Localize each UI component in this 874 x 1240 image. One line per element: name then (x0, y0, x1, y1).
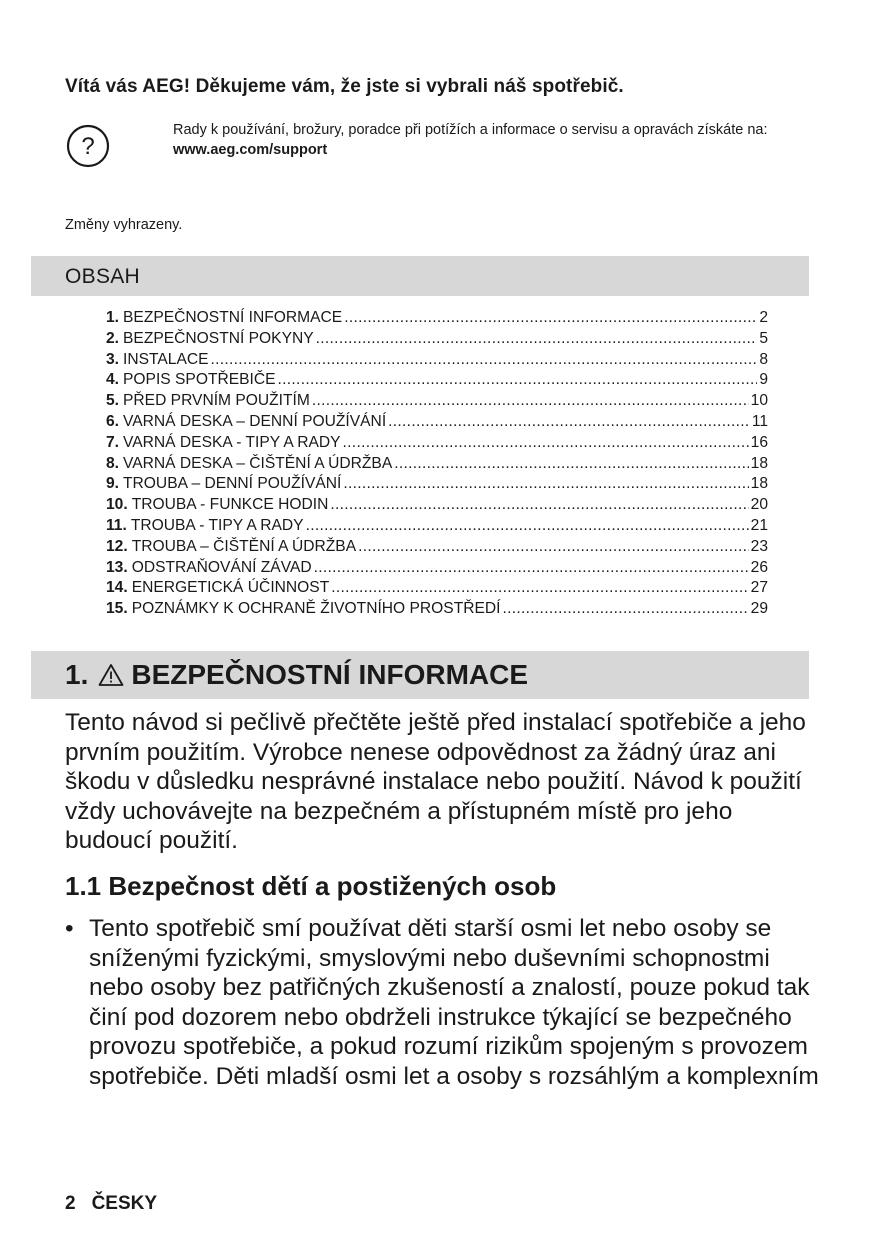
section-title (65, 659, 528, 691)
page-number: 2 (65, 1193, 76, 1214)
toc-heading: OBSAH (65, 265, 141, 288)
section-intro-paragraph: Tento návod si pečlivě přečtěte ještě před instalací spotřebiče a jeho prvním použitím. Výrobce nenese odpovědnost za žádný úraz ani škodu v důsledku nesprávné instalace nebo použití. Návod k použití vždy uchovávejte na bezpečném a přístupném místě pro jeho budoucí použití. (65, 709, 806, 854)
toc-item-number: 9. (106, 475, 120, 493)
toc-item-page: 9 (759, 371, 768, 389)
toc-item-number: 1. (106, 309, 120, 326)
toc-item-title: TROUBA - FUNKCE HODIN (131, 496, 329, 514)
toc-leader-dots (211, 350, 758, 371)
toc-leader-dots (503, 599, 749, 620)
toc-item-number: 3. (106, 350, 120, 368)
toc-item-number: 15. (106, 600, 128, 618)
toc-item-title: VARNÁ DESKA – ČIŠTĚNÍ A ÚDRŽBA (123, 454, 393, 472)
toc-leader-dots (388, 412, 750, 433)
toc-header-bar (31, 256, 809, 296)
toc-item-page: 26 (750, 558, 768, 576)
toc-item-title: VARNÁ DESKA – DENNÍ POUŽÍVÁNÍ (123, 412, 387, 430)
toc-item-page: 20 (750, 496, 768, 514)
toc-item-page: 21 (750, 516, 768, 534)
warning-triangle-icon (98, 663, 124, 687)
toc-item-page: 18 (750, 475, 768, 493)
toc-leader-dots (314, 558, 749, 579)
toc-item-page: 27 (750, 579, 768, 597)
toc-item-number: 8. (106, 454, 120, 472)
toc-item[interactable] (106, 474, 768, 495)
toc-leader-dots (316, 329, 758, 350)
toc-item-title: BEZPEČNOSTNÍ POKYNY (123, 329, 314, 347)
toc-item-page: 5 (759, 329, 768, 347)
toc-item-number: 12. (106, 537, 128, 555)
toc-item-title: POZNÁMKY K OCHRANĚ ŽIVOTNÍHO PROSTŘEDÍ (131, 600, 501, 618)
toc-item-number: 10. (106, 496, 128, 514)
toc-item[interactable] (106, 350, 768, 371)
toc-item[interactable] (106, 516, 768, 537)
table-of-contents (106, 308, 768, 620)
toc-item-page: 11 (751, 412, 768, 430)
toc-item-number: 6. (106, 412, 120, 430)
toc-item[interactable] (106, 558, 768, 579)
bullet-text: Tento spotřebič smí používat děti starší osmi let nebo osoby se sníženými fyzickými, smyslovými nebo duševními schopnostmi nebo osoby bez patřičných zkušeností a znalostí, pouze pokud tak činí pod dozorem nebo obdrželi instrukce týkající se bezpečného provozu spotřebiče, a pokud rozumí rizikům spojeným s provozem spotřebiče. Děti mladší osmi let a osoby s rozsáhlým a komplexním (89, 915, 819, 1090)
toc-leader-dots (394, 454, 748, 475)
support-url-link[interactable]: www.aeg.com/support (173, 141, 328, 158)
toc-item-page: 18 (750, 454, 768, 472)
toc-leader-dots (312, 391, 749, 412)
toc-item[interactable] (106, 454, 768, 475)
bullet-list-item (65, 914, 825, 1091)
changes-note: Změny vyhrazeny. (65, 217, 183, 233)
toc-item-page: 2 (759, 309, 768, 326)
toc-leader-dots (343, 433, 749, 454)
toc-item-title: ENERGETICKÁ ÚČINNOST (131, 579, 330, 597)
toc-item[interactable] (106, 412, 768, 433)
toc-item-page: 8 (759, 350, 768, 368)
subsection-title: 1.1 Bezpečnost dětí a postižených osob (65, 871, 557, 901)
toc-item-number: 7. (106, 433, 120, 451)
toc-item[interactable] (106, 370, 768, 391)
toc-item-title: VARNÁ DESKA - TIPY A RADY (123, 433, 341, 451)
toc-item-number: 2. (106, 329, 120, 347)
page-footer (65, 1193, 157, 1215)
bullet-mark: • (65, 915, 74, 942)
toc-item-page: 10 (750, 392, 768, 410)
toc-item-title: TROUBA – DENNÍ POUŽÍVÁNÍ (123, 475, 342, 493)
toc-item[interactable] (106, 599, 768, 620)
toc-item-title: POPIS SPOTŘEBIČE (123, 371, 276, 389)
section-header-bar (31, 651, 809, 699)
toc-item-number: 14. (106, 579, 128, 597)
toc-item-page: 23 (750, 537, 768, 555)
svg-text:?: ? (81, 133, 95, 160)
support-info (173, 121, 813, 160)
welcome-heading: Vítá vás AEG! Děkujeme vám, že jste si vybrali náš spotřebič. (65, 76, 624, 97)
toc-leader-dots (343, 474, 748, 495)
question-circle-icon (66, 124, 110, 168)
section-title-text: BEZPEČNOSTNÍ INFORMACE (131, 659, 529, 690)
language-label: ČESKY (91, 1193, 158, 1214)
toc-item-number: 4. (106, 371, 120, 389)
toc-leader-dots (331, 578, 748, 599)
toc-leader-dots (306, 516, 749, 537)
toc-item[interactable] (106, 537, 768, 558)
toc-item[interactable] (106, 433, 768, 454)
toc-item-title: TROUBA – ČIŠTĚNÍ A ÚDRŽBA (131, 537, 357, 555)
toc-item[interactable] (106, 329, 768, 350)
toc-item[interactable] (106, 495, 768, 516)
toc-item-number: 11. (106, 516, 127, 534)
toc-item[interactable] (106, 391, 768, 412)
toc-item-title: BEZPEČNOSTNÍ INFORMACE (123, 309, 343, 326)
section-number: 1. (65, 659, 89, 690)
toc-item[interactable] (106, 308, 768, 329)
toc-item-page: 16 (750, 433, 768, 451)
toc-item-title: TROUBA - TIPY A RADY (130, 516, 304, 534)
toc-item-title: INSTALACE (123, 350, 209, 368)
toc-leader-dots (278, 370, 758, 391)
toc-item[interactable] (106, 578, 768, 599)
toc-item-page: 29 (750, 600, 768, 618)
support-text: Rady k používání, brožury, poradce při potížích a informace o servisu a opravách získáte na: (173, 122, 768, 138)
toc-leader-dots (344, 308, 757, 329)
toc-leader-dots (358, 537, 749, 558)
toc-item-title: PŘED PRVNÍM POUŽITÍM (123, 392, 310, 410)
toc-item-number: 13. (106, 558, 128, 576)
toc-item-title: ODSTRAŇOVÁNÍ ZÁVAD (131, 558, 312, 576)
toc-leader-dots (330, 495, 748, 516)
toc-item-number: 5. (106, 392, 120, 410)
